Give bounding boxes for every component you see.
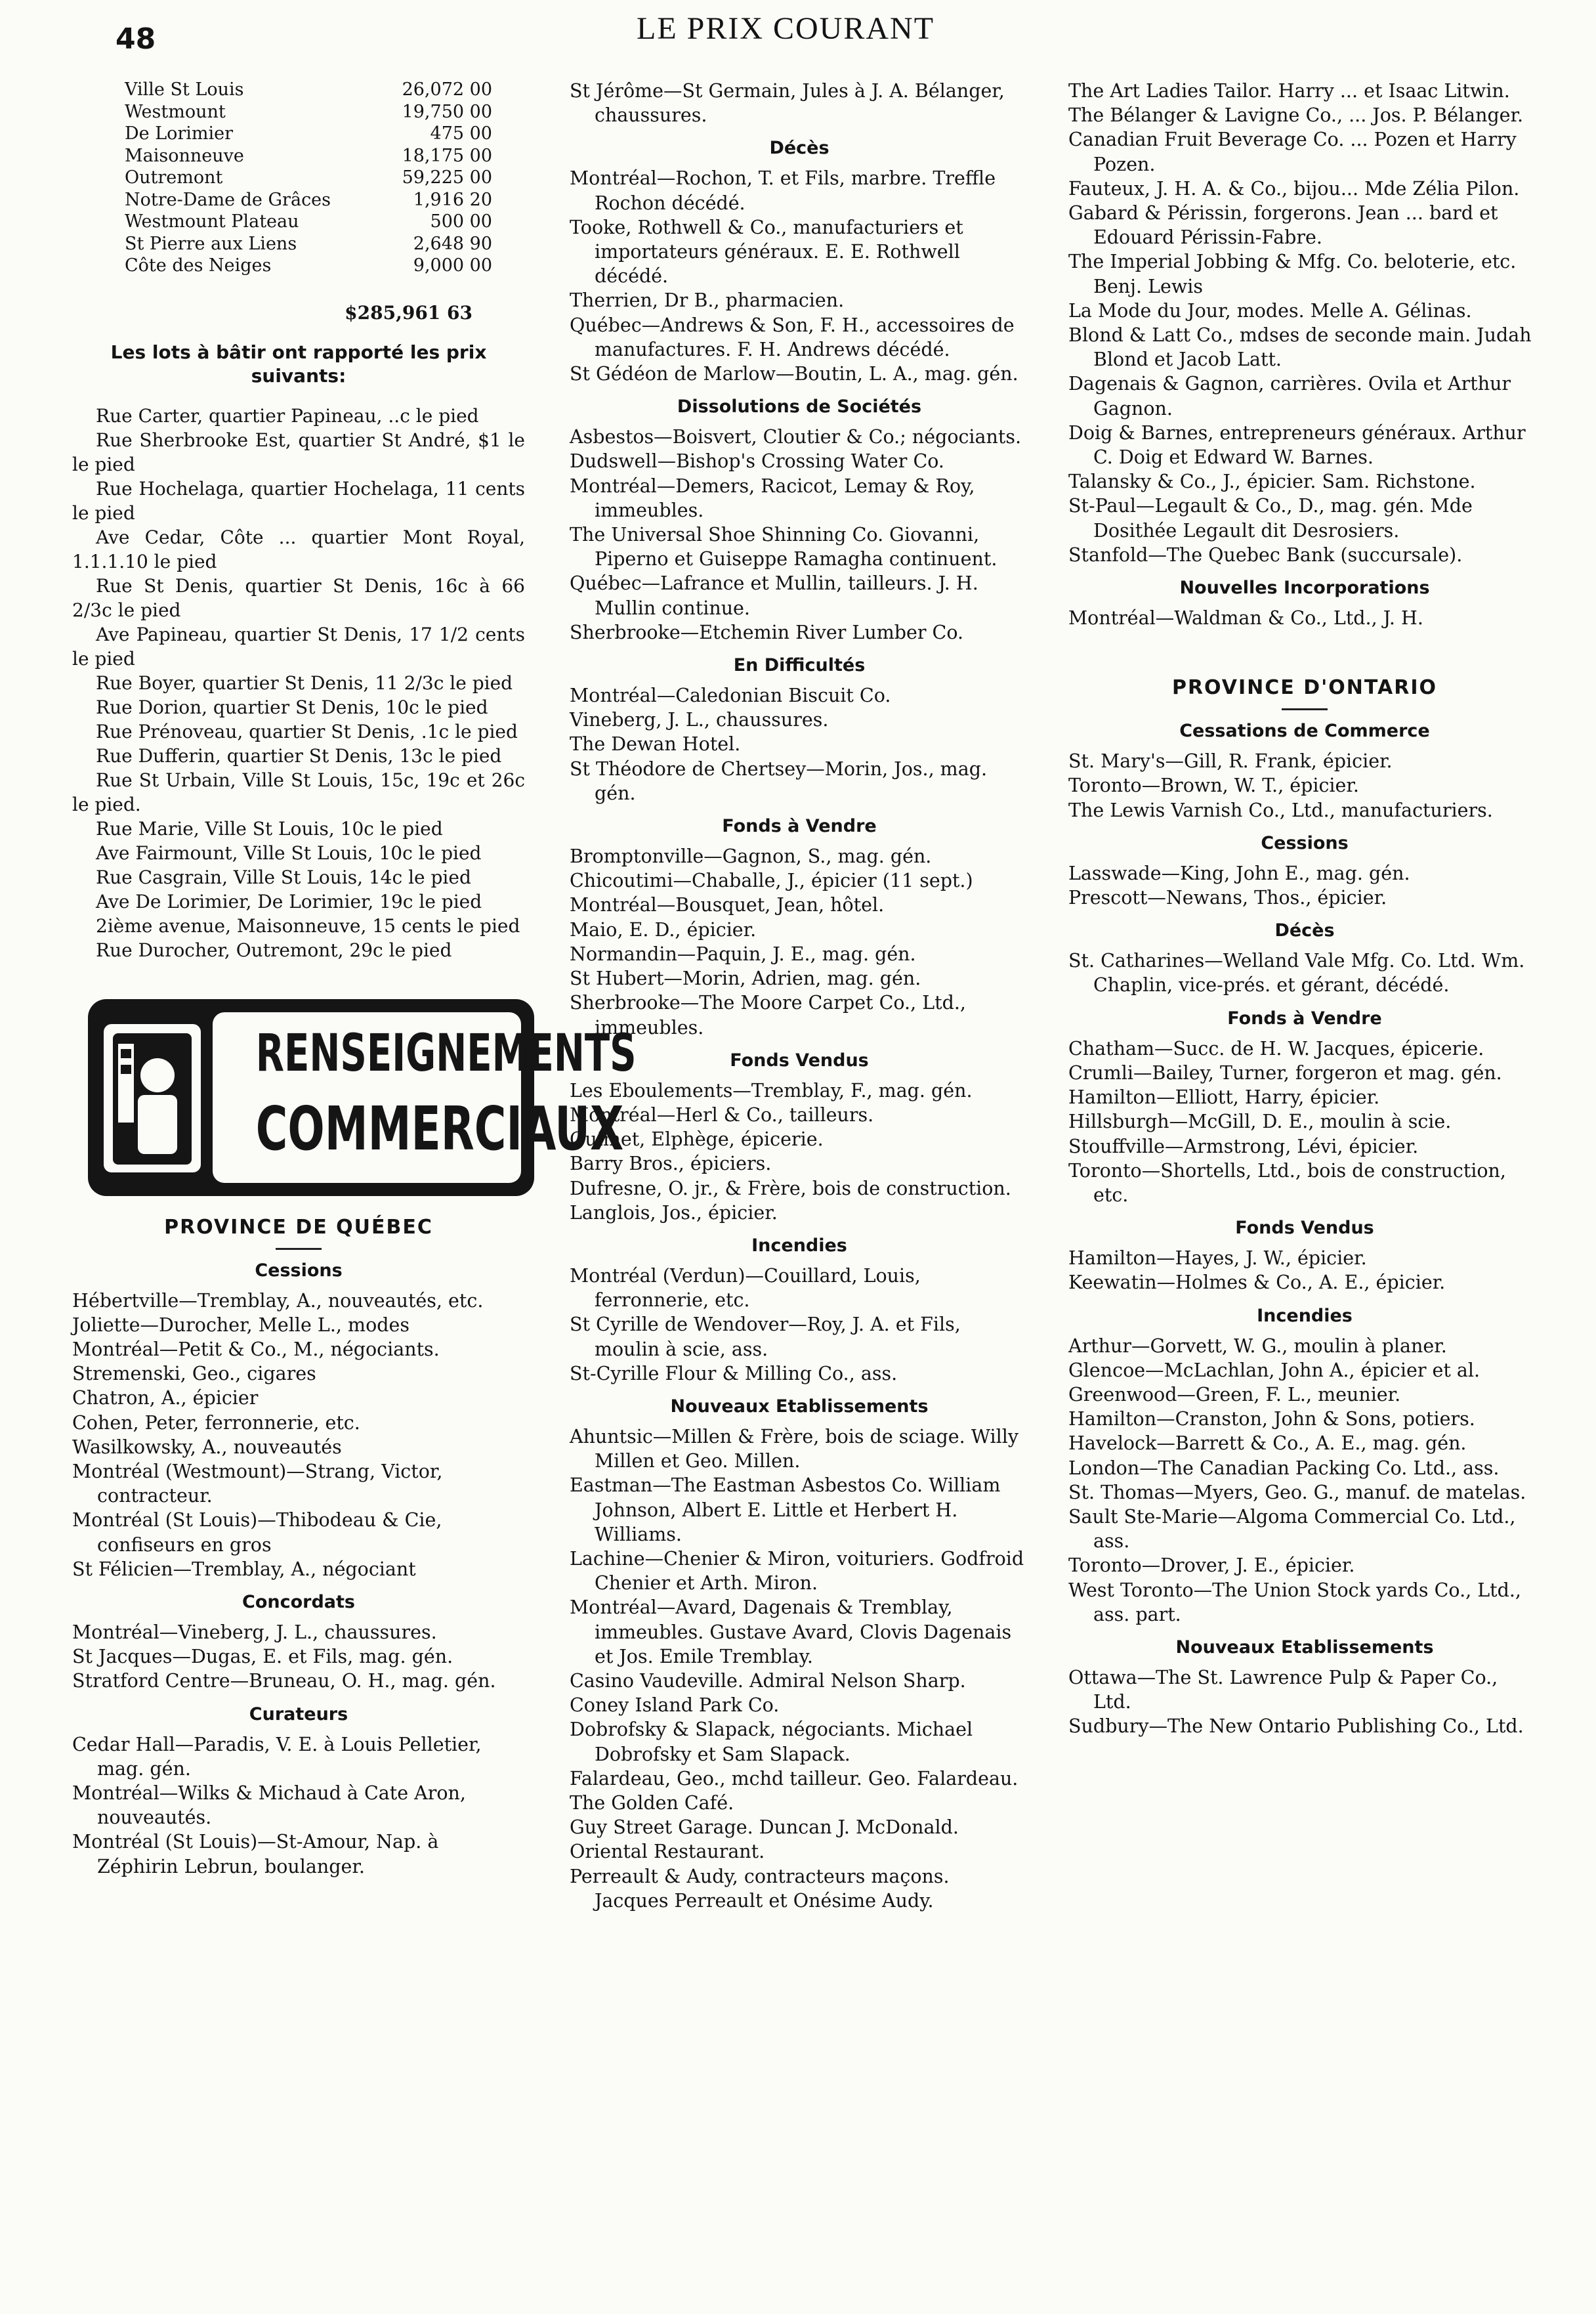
- list-item: Asbestos—Boisvert, Cloutier & Co.; négociants.: [570, 426, 1022, 448]
- row-value: 1,916 20: [413, 189, 492, 210]
- list-item: Canadian Fruit Beverage Co. ... Pozen et Harry Pozen.: [1068, 129, 1517, 175]
- col3-quebec-sections: [1068, 578, 1541, 630]
- renseignements-logo: [88, 999, 637, 1196]
- col2-sections: [570, 138, 1029, 1913]
- list-item: Hamilton—Cranston, John & Sons, potiers.: [1068, 1408, 1475, 1430]
- list-item: Montréal—Waldman & Co., Ltd., J. H.: [1068, 607, 1423, 630]
- list-item: St Cyrille de Wendover—Roy, J. A. et Fils, moulin à scie, ass.: [570, 1314, 961, 1360]
- list-item: Eastman—The Eastman Asbestos Co. William Johnson, Albert E. Little et Herbert H. Williams.: [570, 1474, 1001, 1545]
- list-item: Ahuntsic—Millen & Frère, bois de sciage. Willy Millen et Geo. Millen.: [570, 1425, 1018, 1472]
- list-item: Toronto—Shortells, Ltd., bois de construction, etc.: [1068, 1159, 1506, 1206]
- list-item: St Félicien—Tremblay, A., négociant: [72, 1558, 416, 1580]
- list-item: Québec—Lafrance et Mullin, tailleurs. J. H. Mullin continue.: [570, 572, 978, 619]
- list-item: Stratford Centre—Bruneau, O. H., mag. gén.: [72, 1670, 496, 1692]
- section-heading: Décès: [769, 138, 830, 159]
- list-item: Chatron, A., épicier: [72, 1387, 259, 1409]
- list-item: Montréal—Petit & Co., M., négociants.: [72, 1338, 440, 1360]
- row-value: 26,072 00: [402, 79, 492, 100]
- list-item: Stouffville—Armstrong, Lévi, épicier.: [1068, 1135, 1419, 1157]
- list-item: West Toronto—The Union Stock yards Co., Ltd., ass. part.: [1068, 1579, 1521, 1625]
- table-row: [125, 79, 492, 101]
- list-item: Glencoe—McLachlan, John A., épicier et al.: [1068, 1359, 1480, 1381]
- row-value: 500 00: [430, 211, 492, 232]
- lot-price-entry: 2ième avenue, Maisonneuve, 15 cents le pied: [96, 914, 520, 937]
- list-item: St Théodore de Chertsey—Morin, Jos., mag. gén.: [570, 758, 988, 804]
- list-item: Stremenski, Geo., cigares: [72, 1363, 316, 1385]
- province-heading-quebec: PROVINCE DE QUÉBEC: [164, 1215, 433, 1239]
- lot-price-entry: Rue Boyer, quartier St Denis, 11 2/3c le pied: [96, 672, 513, 694]
- list-item: Québec—Andrews & Son, F. H., accessoires de manufactures. F. H. Andrews décédé.: [570, 314, 1015, 360]
- lots-heading: Les lots à bâtir ont rapporté les prix suivants:: [110, 341, 487, 387]
- list-item: Montréal—Rochon, T. et Fils, marbre. Treffle Rochon décédé.: [570, 167, 996, 214]
- list-item: Ottawa—The St. Lawrence Pulp & Paper Co., Ltd.: [1068, 1666, 1498, 1713]
- lot-price-entry: Ave Fairmount, Ville St Louis, 10c le pied: [96, 842, 482, 864]
- list-item: Oriental Restaurant.: [570, 1841, 765, 1863]
- list-item: Montréal—Herl & Co., tailleurs.: [570, 1103, 874, 1126]
- col3-top-entries: [1068, 79, 1541, 567]
- row-value: 9,000 00: [413, 255, 492, 276]
- list-item: Coney Island Park Co.: [570, 1694, 780, 1717]
- list-item: Dufresne, O. jr., & Frère, bois de construction.: [570, 1177, 1011, 1199]
- list-item: The Art Ladies Tailor. Harry ... et Isaac Litwin.: [1068, 80, 1510, 102]
- list-item: St. Catharines—Welland Vale Mfg. Co. Ltd. Wm. Chaplin, vice-prés. et gérant, décédé.: [1068, 950, 1525, 996]
- list-item: St Hubert—Morin, Adrien, mag. gén.: [570, 968, 921, 990]
- list-item: The Universal Shoe Shinning Co. Giovanni, Piperno et Guiseppe Ramagha continuent.: [570, 524, 998, 570]
- list-item: Montréal (Verdun)—Couillard, Louis, ferronnerie, etc.: [570, 1264, 921, 1312]
- list-item: Perreault & Audy, contracteurs maçons. Jacques Perreault et Onésime Audy.: [570, 1865, 950, 1912]
- table-row: [125, 145, 492, 167]
- section-heading: En Difficultés: [733, 655, 866, 676]
- lot-price-entry: Rue Casgrain, Ville St Louis, 14c le pied: [96, 866, 471, 888]
- list-item: St-Paul—Legault & Co., D., mag. gén. Mde Dosithée Legault dit Desrosiers.: [1068, 495, 1473, 542]
- list-item: Hébertville—Tremblay, A., nouveautés, etc.: [72, 1289, 484, 1312]
- list-item: St-Cyrille Flour & Milling Co., ass.: [570, 1362, 898, 1384]
- list-item: Montréal—Wilks & Michaud à Cate Aron, nouveautés.: [72, 1782, 466, 1829]
- list-item: Therrien, Dr B., pharmacien.: [570, 289, 845, 312]
- list-item: Sudbury—The New Ontario Publishing Co., Ltd.: [1068, 1715, 1524, 1738]
- list-item: St. Mary's—Gill, R. Frank, épicier.: [1068, 750, 1393, 773]
- lot-price-entry: Ave Cedar, Côte ... quartier Mont Royal, 1.1.1.10 le pied: [72, 526, 525, 572]
- section-heading: Cessions: [1261, 832, 1349, 853]
- list-item: Cohen, Peter, ferronnerie, etc.: [72, 1411, 360, 1434]
- table-row: [125, 211, 492, 233]
- section-heading: Incendies: [751, 1235, 847, 1256]
- section-heading: Décès: [1274, 920, 1335, 941]
- municipal-table: [125, 79, 492, 277]
- page-title: LE PRIX COURANT: [637, 11, 935, 46]
- list-item: Guy Street Garage. Duncan J. McDonald.: [570, 1816, 959, 1839]
- lot-price-entry: Rue Carter, quartier Papineau, ..c le pied: [96, 404, 479, 427]
- list-item: Joliette—Durocher, Melle L., modes: [72, 1314, 410, 1336]
- row-name: Outremont: [125, 167, 223, 188]
- list-item: La Mode du Jour, modes. Melle A. Gélinas.: [1068, 299, 1472, 322]
- list-item: Montréal—Caledonian Biscuit Co.: [570, 685, 891, 707]
- section-heading: Nouveaux Etablissements: [1175, 1637, 1434, 1658]
- list-item: Stanfold—The Quebec Bank (succursale).: [1068, 544, 1463, 566]
- lot-price-entry: Ave Papineau, quartier St Denis, 17 1/2 cents le pied: [72, 623, 525, 670]
- list-item: Montréal (Westmount)—Strang, Victor, contracteur.: [72, 1460, 443, 1507]
- table-row: [125, 189, 492, 211]
- list-item: The Lewis Varnish Co., Ltd., manufacturiers.: [1068, 799, 1493, 821]
- lot-price-entry: Rue Sherbrooke Est, quartier St André, $1 le le pied: [72, 429, 525, 475]
- list-item: Havelock—Barrett & Co., A. E., mag. gén.: [1068, 1432, 1467, 1455]
- list-item: Normandin—Paquin, J. E., mag. gén.: [570, 943, 916, 965]
- lot-price-entry: Ave De Lorimier, De Lorimier, 19c le pied: [96, 890, 482, 912]
- page-number: 48: [116, 22, 156, 56]
- section-heading: Nouvelles Incorporations: [1179, 578, 1430, 599]
- list-item: Toronto—Brown, W. T., épicier.: [1068, 775, 1359, 797]
- section-heading: Dissolutions de Sociétés: [677, 396, 922, 418]
- list-item: Montréal (St Louis)—St-Amour, Nap. à Zéphirin Lebrun, boulanger.: [72, 1831, 439, 1877]
- section-heading: Cessations de Commerce: [1179, 721, 1430, 742]
- list-item: Lachine—Chenier & Miron, voituriers. Godfroid Chenier et Arth. Miron.: [570, 1547, 1024, 1595]
- list-item: Hamilton—Elliott, Harry, épicier.: [1068, 1086, 1380, 1109]
- list-item: Wasilkowsky, A., nouveautés: [72, 1436, 342, 1458]
- section-heading: Incendies: [1257, 1305, 1353, 1326]
- list-item: Casino Vaudeville. Admiral Nelson Sharp.: [570, 1669, 966, 1692]
- row-value: 19,750 00: [402, 101, 492, 122]
- lot-price-entry: Rue Prénoveau, quartier St Denis, .1c le pied: [96, 720, 518, 742]
- quebec-sections: [72, 1260, 525, 1879]
- row-value: 18,175 00: [402, 145, 492, 166]
- row-name: Maisonneuve: [125, 145, 244, 166]
- list-item: Keewatin—Holmes & Co., A. E., épicier.: [1068, 1272, 1446, 1294]
- list-item: Hillsburgh—McGill, D. E., moulin à scie.: [1068, 1111, 1452, 1133]
- section-heading: Nouveaux Etablissements: [670, 1396, 929, 1417]
- list-item: Dagenais & Gagnon, carrières. Ovila et Arthur Gagnon.: [1068, 373, 1511, 419]
- list-item: St. Thomas—Myers, Geo. G., manuf. de matelas.: [1068, 1481, 1526, 1503]
- list-item: Montréal—Avard, Dagenais & Tremblay, immeubles. Gustave Avard, Clovis Dagenais et Jos. Emile Tremblay.: [570, 1596, 1012, 1667]
- list-item: Les Eboulements—Tremblay, F., mag. gén.: [570, 1079, 973, 1102]
- table-row: [125, 255, 492, 277]
- list-item: Arthur—Gorvett, W. G., moulin à planer.: [1068, 1335, 1447, 1357]
- table-row: [125, 101, 492, 123]
- lot-price-entry: Rue Dorion, quartier St Denis, 10c le pied: [96, 696, 488, 718]
- column-2: [570, 79, 1029, 1913]
- list-item: Gabard & Périssin, forgerons. Jean ... bard et Edouard Périssin-Fabre.: [1068, 202, 1498, 249]
- list-item: Toronto—Drover, J. E., épicier.: [1068, 1554, 1355, 1577]
- list-item: Talansky & Co., J., épicier. Sam. Richstone.: [1068, 471, 1476, 493]
- lots-list: [72, 404, 525, 962]
- list-item: Montréal (St Louis)—Thibodeau & Cie, confiseurs en gros: [72, 1509, 442, 1556]
- list-item: Blond & Latt Co., mdses de seconde main. Judah Blond et Jacob Latt.: [1068, 324, 1532, 371]
- list-item: St Jacques—Dugas, E. et Fils, mag. gén.: [72, 1646, 453, 1668]
- section-heading: Concordats: [242, 1591, 355, 1612]
- list-item: The Imperial Jobbing & Mfg. Co. beloterie, etc. Benj. Lewis: [1068, 251, 1517, 297]
- table-row: [125, 167, 492, 189]
- table-row: [125, 123, 492, 145]
- lot-price-entry: Rue Hochelaga, quartier Hochelaga, 11 cents le pied: [72, 477, 525, 524]
- list-item: Bromptonville—Gagnon, S., mag. gén.: [570, 846, 932, 868]
- lot-price-entry: Rue St Urbain, Ville St Louis, 15c, 19c et 26c le pied.: [72, 769, 525, 815]
- list-item: London—The Canadian Packing Co. Ltd., ass.: [1068, 1457, 1500, 1479]
- list-item: The Golden Café.: [570, 1791, 734, 1814]
- list-item: Sault Ste-Marie—Algoma Commercial Co. Ltd., ass.: [1068, 1505, 1516, 1553]
- row-name: Ville St Louis: [125, 79, 244, 100]
- lot-price-entry: Rue Dufferin, quartier St Denis, 13c le pied: [96, 744, 502, 767]
- divider: [1282, 708, 1328, 710]
- row-name: Westmount: [125, 101, 226, 122]
- list-item: St Jérôme—St Germain, Jules à J. A. Bélanger, chaussures.: [570, 80, 1005, 127]
- lot-price-entry: Rue Durocher, Outremont, 29c le pied: [96, 939, 452, 961]
- section-heading: Fonds à Vendre: [1227, 1008, 1382, 1029]
- list-item: Falardeau, Geo., mchd tailleur. Geo. Falardeau.: [570, 1767, 1018, 1789]
- section-heading: Cessions: [255, 1260, 343, 1281]
- divider: [276, 1248, 322, 1250]
- ontario-sections: [1068, 721, 1541, 1738]
- column-1: [72, 79, 637, 1879]
- list-item: Barry Bros., épiciers.: [570, 1153, 772, 1175]
- list-item: Doig & Barnes, entrepreneurs généraux. Arthur C. Doig et Edward W. Barnes.: [1068, 421, 1526, 469]
- list-item: Greenwood—Green, F. L., meunier.: [1068, 1383, 1401, 1405]
- row-name: De Lorimier: [125, 123, 234, 144]
- list-item: Ouimet, Elphège, épicerie.: [570, 1128, 824, 1151]
- table-row: [125, 233, 492, 255]
- list-item: Crumli—Bailey, Turner, forgeron et mag. gén.: [1068, 1061, 1502, 1084]
- list-item: Vineberg, J. L., chaussures.: [570, 709, 829, 731]
- clerk-figure-icon: [98, 1018, 206, 1179]
- row-name: Côte des Neiges: [125, 255, 272, 276]
- logo-line-1: RENSEIGNEMENTS: [255, 1023, 637, 1083]
- section-heading: Fonds Vendus: [1235, 1218, 1374, 1239]
- row-value: 475 00: [430, 123, 492, 144]
- list-item: The Bélanger & Lavigne Co., ... Jos. P. Bélanger.: [1068, 104, 1524, 127]
- list-item: Dobrofsky & Slapack, négociants. Michael Dobrofsky et Sam Slapack.: [570, 1719, 973, 1765]
- table-total: $285,961 63: [345, 301, 472, 324]
- list-item: Montréal—Vineberg, J. L., chaussures.: [72, 1621, 437, 1643]
- province-heading-ontario: PROVINCE D'ONTARIO: [1171, 676, 1438, 700]
- section-heading: Fonds Vendus: [730, 1050, 869, 1071]
- lot-price-entry: Rue St Denis, quartier St Denis, 16c à 66 2/3c le pied: [72, 574, 525, 621]
- list-item: St Gédéon de Marlow—Boutin, L. A., mag. gén.: [570, 363, 1018, 385]
- row-name: Westmount Plateau: [125, 211, 299, 232]
- section-heading: Fonds à Vendre: [722, 816, 877, 837]
- list-item: Lasswade—King, John E., mag. gén.: [1068, 862, 1410, 884]
- list-item: Chicoutimi—Chaballe, J., épicier (11 sept.): [570, 870, 973, 892]
- row-name: St Pierre aux Liens: [125, 233, 297, 254]
- logo-line-2: COMMERCIAUX: [255, 1093, 624, 1164]
- col2-top-entries: [570, 79, 1029, 127]
- lot-price-entry: Rue Marie, Ville St Louis, 10c le pied: [96, 817, 443, 840]
- list-item: Langlois, Jos., épicier.: [570, 1201, 778, 1224]
- list-item: Prescott—Newans, Thos., épicier.: [1068, 887, 1387, 909]
- list-item: Sherbrooke—Etchemin River Lumber Co.: [570, 621, 964, 643]
- list-item: Dudswell—Bishop's Crossing Water Co.: [570, 450, 944, 473]
- column-3: [1068, 79, 1541, 1739]
- list-item: The Dewan Hotel.: [570, 733, 741, 756]
- section-heading: Curateurs: [249, 1703, 348, 1725]
- list-item: Chatham—Succ. de H. W. Jacques, épicerie.: [1068, 1037, 1484, 1060]
- list-item: Cedar Hall—Paradis, V. E. à Louis Pelletier, mag. gén.: [72, 1733, 482, 1780]
- row-value: 2,648 90: [413, 233, 492, 254]
- list-item: Maio, E. D., épicier.: [570, 918, 757, 941]
- list-item: Sherbrooke—The Moore Carpet Co., Ltd., immeubles.: [570, 992, 966, 1039]
- list-item: Montréal—Demers, Racicot, Lemay & Roy, immeubles.: [570, 475, 975, 521]
- list-item: Hamilton—Hayes, J. W., épicier.: [1068, 1247, 1367, 1270]
- row-value: 59,225 00: [402, 167, 492, 188]
- list-item: Tooke, Rothwell & Co., manufacturiers et importateurs généraux. E. E. Rothwell décédé.: [570, 216, 963, 288]
- list-item: Fauteux, J. H. A. & Co., bijou... Mde Zélia Pilon.: [1068, 177, 1520, 200]
- row-name: Notre-Dame de Grâces: [125, 189, 331, 210]
- list-item: Montréal—Bousquet, Jean, hôtel.: [570, 894, 885, 916]
